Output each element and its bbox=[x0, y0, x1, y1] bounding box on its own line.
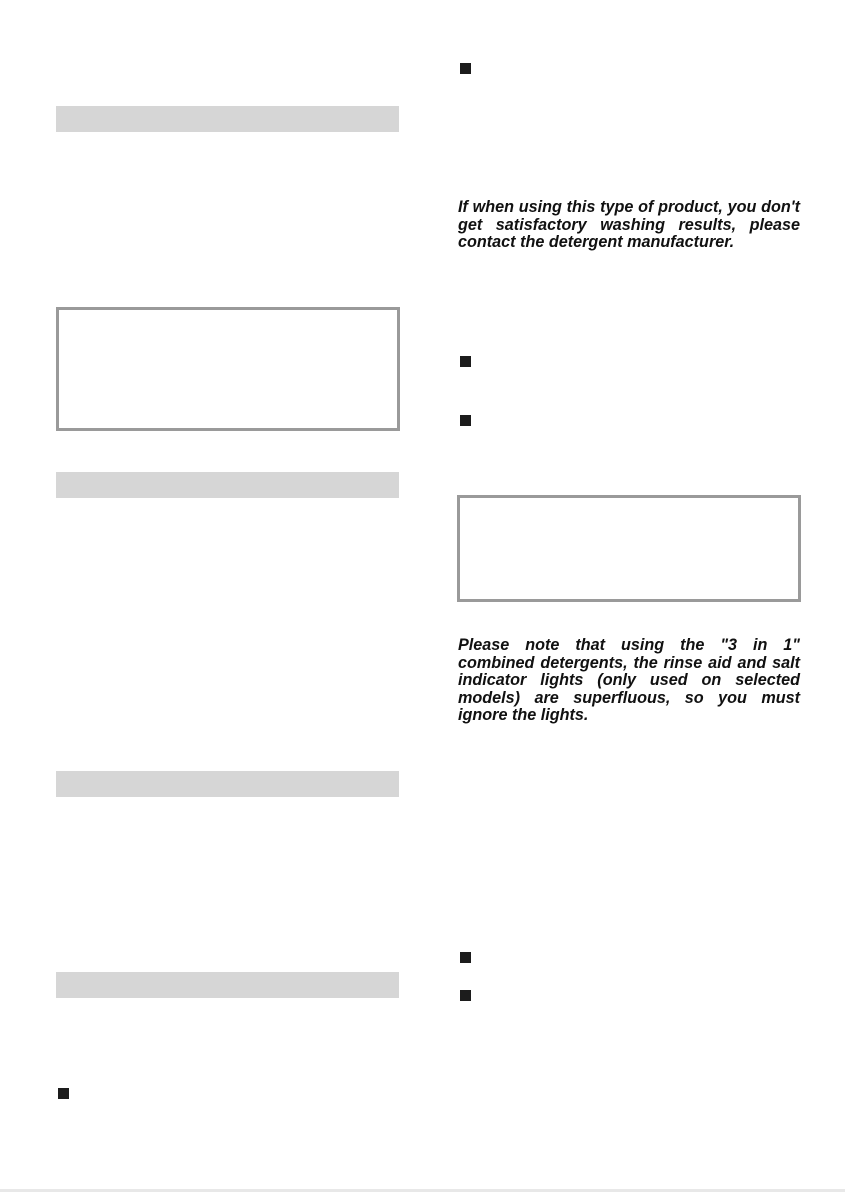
note-box-right bbox=[457, 495, 801, 602]
section-heading-bar-1 bbox=[56, 106, 399, 132]
section-heading-bar-4 bbox=[56, 972, 399, 998]
section-heading-bar-2 bbox=[56, 472, 399, 498]
bullet-square-icon bbox=[460, 356, 471, 367]
note-box-left bbox=[56, 307, 400, 431]
bullet-square-icon bbox=[58, 1088, 69, 1099]
bullet-square-icon bbox=[460, 415, 471, 426]
three-in-one-note-paragraph: Please note that using the "3 in 1" combined detergents, the rinse aid and salt indicator lights (only used on selected models) are superfluous, so you must ignore the lights. bbox=[458, 636, 800, 724]
detergent-results-paragraph: If when using this type of product, you don't get satisfactory washing results, please contact the detergent manufacturer. bbox=[458, 198, 800, 251]
bullet-square-icon bbox=[460, 952, 471, 963]
section-heading-bar-3 bbox=[56, 771, 399, 797]
bullet-square-icon bbox=[460, 990, 471, 1001]
bullet-square-icon bbox=[460, 63, 471, 74]
